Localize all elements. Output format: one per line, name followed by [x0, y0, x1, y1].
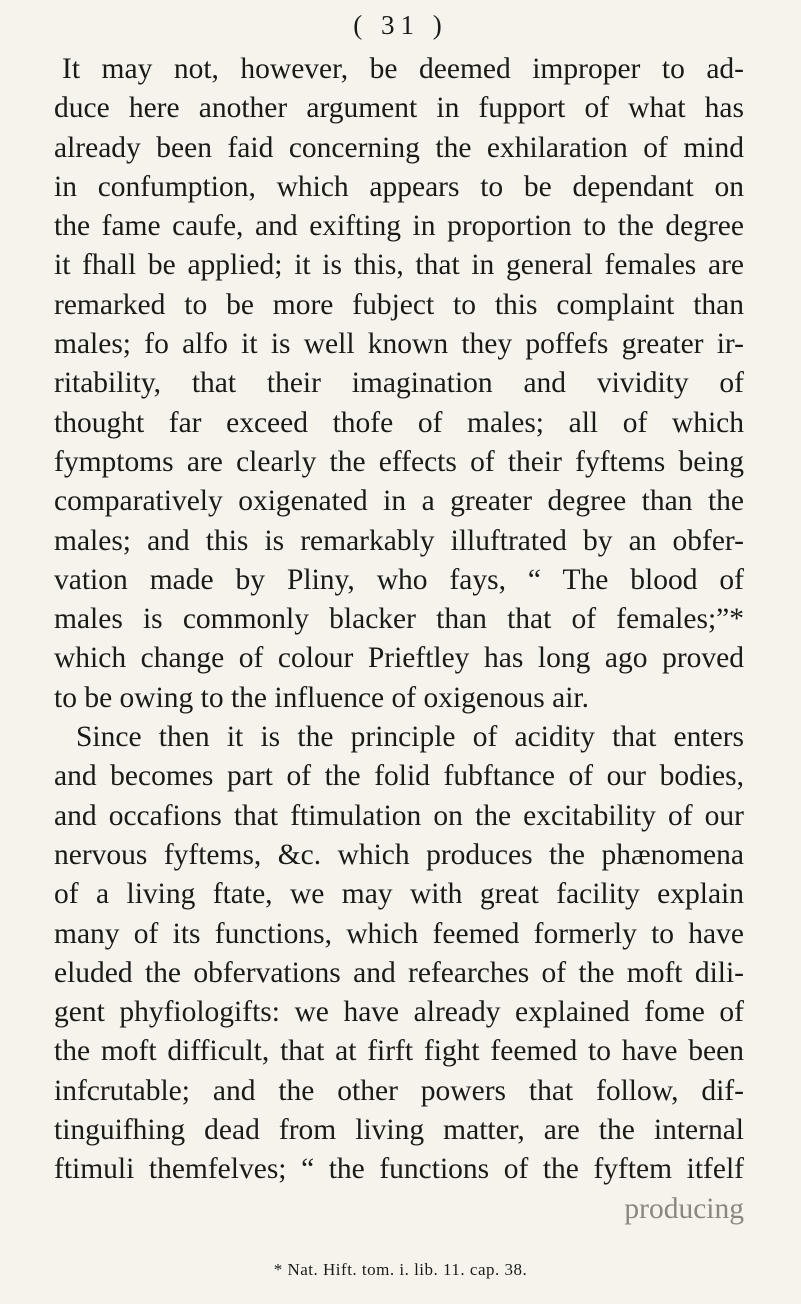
text-line: Since then it is the principle of acidity that enters — [76, 721, 744, 754]
text-line: infcrutable; and the other powers that follow, dif- — [54, 1074, 744, 1107]
text-line: and occafions that ftimulation on the excitability of our — [54, 799, 744, 832]
text-line: and becomes part of the folid fubftance of our bodies, — [54, 760, 744, 793]
text-line: thought far exceed thofe of males; all of which — [54, 406, 744, 439]
text-line: males is commonly blacker than that of females;”* — [54, 603, 744, 636]
text-line: of a living ftate, we may with great facility explain — [54, 878, 744, 911]
text-line: duce here another argument in fupport of what has — [54, 92, 744, 125]
text-line: to be owing to the influence of oxigenous air. — [54, 681, 589, 714]
text-line: tinguifhing dead from living matter, are the internal — [54, 1114, 744, 1147]
body-text — [54, 50, 744, 1229]
text-line: eluded the obfervations and refearches of the moft dili- — [54, 956, 744, 989]
text-line: the moft difficult, that at firft fight feemed to have been — [54, 1035, 744, 1068]
text-line: males; and this is remarkably illuftrated by an obfer- — [54, 524, 744, 557]
text-line: males; fo alfo it is well known they poffefs greater ir- — [54, 328, 744, 361]
catchword: producing — [624, 1192, 744, 1225]
text-line: comparatively oxigenated in a greater degree than the — [54, 485, 744, 518]
text-line: fymptoms are clearly the effects of their fyftems being — [54, 445, 744, 478]
text-line: ritability, that their imagination and vividity of — [54, 367, 744, 400]
text-line: already been faid concerning the exhilaration of mind — [54, 131, 744, 164]
text-line: It may not, however, be deemed improper to ad- — [62, 53, 744, 85]
text-line: gent phyfiologifts: we have already explained fome of — [54, 996, 744, 1029]
text-line: nervous fyftems, &c. which produces the phænomena — [54, 838, 744, 871]
text-line: many of its functions, which feemed formerly to have — [54, 917, 744, 950]
text-line: in confumption, which appears to be dependant on — [54, 170, 744, 203]
text-line: the fame caufe, and exifting in proportion to the degree — [54, 210, 744, 243]
text-line: which change of colour Prieftley has long ago proved — [54, 642, 744, 675]
text-line: remarked to be more fubject to this complaint than — [54, 288, 744, 321]
footnote: * Nat. Hift. tom. i. lib. 11. cap. 38. — [273, 1260, 528, 1279]
page-number: ( 31 ) — [353, 10, 448, 40]
text-line: ftimuli themfelves; “ the functions of the fyftem itfelf — [54, 1153, 744, 1186]
text-line: vation made by Pliny, who fays, “ The blood of — [54, 563, 744, 596]
text-line: it fhall be applied; it is this, that in general females are — [54, 249, 744, 282]
